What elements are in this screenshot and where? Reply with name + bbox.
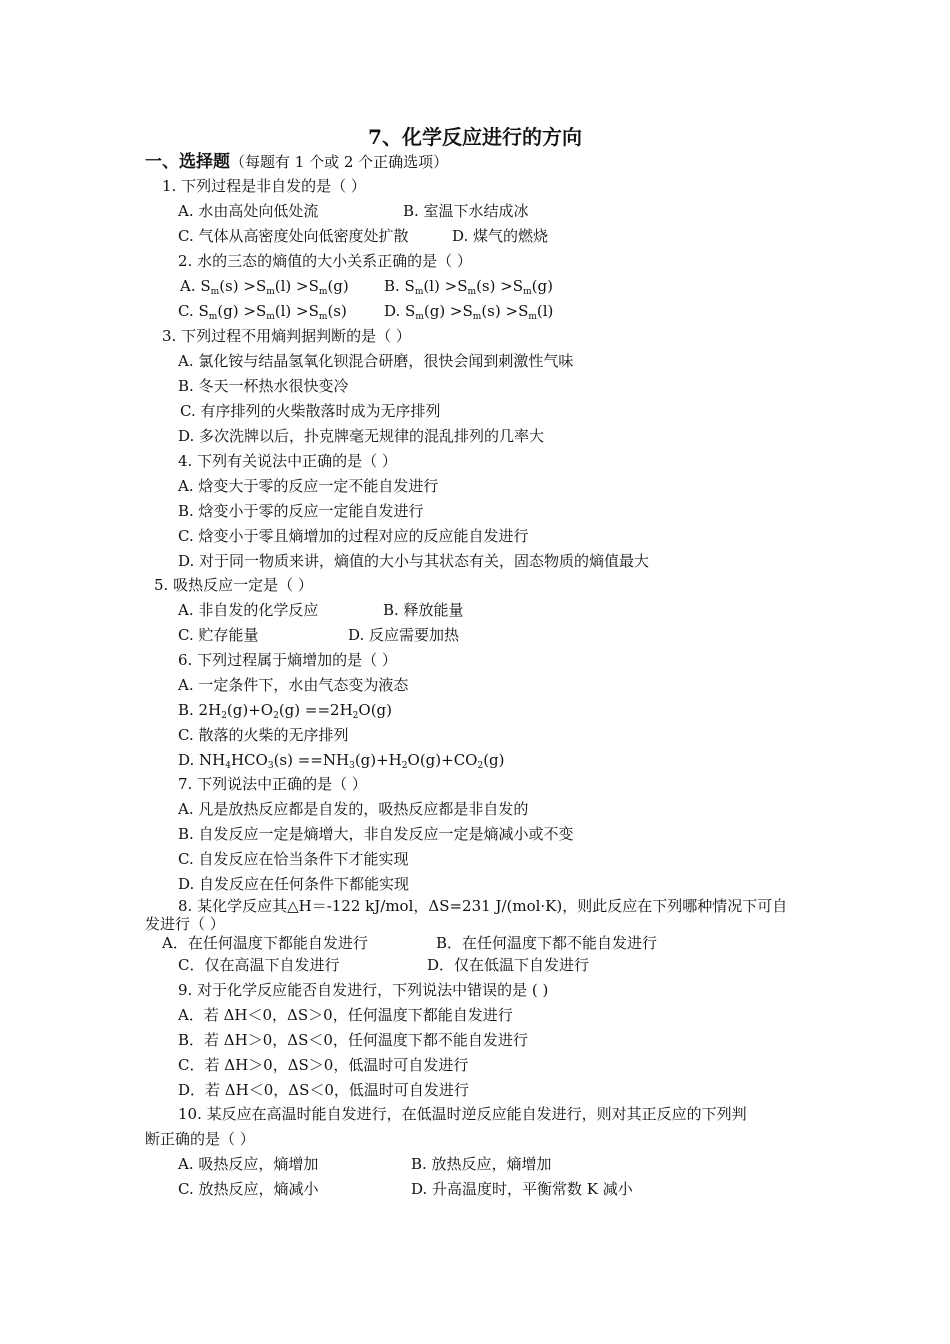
q5-option-c: C. 贮存能量: [178, 626, 259, 644]
q8-option-b: B．在任何温度下都不能自发进行: [436, 934, 658, 952]
q7-option-c: C. 自发反应在恰当条件下才能实现: [178, 850, 409, 868]
page-title: 7、化学反应进行的方向: [368, 125, 582, 149]
q5-stem: 5. 吸热反应一定是（ ）: [154, 576, 313, 594]
q4-option-d: D. 对于同一物质来讲，熵值的大小与其状态有关，固态物质的熵值最大: [178, 552, 650, 570]
q7-option-b: B. 自发反应一定是熵增大，非自发反应一定是熵减小或不变: [178, 825, 574, 843]
q1-stem: 1. 下列过程是非自发的是（ ）: [162, 177, 366, 195]
q6-option-c: C. 散落的火柴的无序排列: [178, 726, 349, 744]
q3-option-c: C. 有序排列的火柴散落时成为无序排列: [180, 402, 441, 420]
q5-option-b: B. 释放能量: [383, 601, 464, 619]
q3-option-b: B. 冬天一杯热水很快变冷: [178, 377, 349, 395]
q7-option-a: A. 凡是放热反应都是自发的，吸热反应都是非自发的: [178, 800, 529, 818]
q1-option-d: D. 煤气的燃烧: [452, 227, 549, 245]
q1-option-c: C. 气体从高密度处向低密度处扩散: [178, 227, 409, 245]
q6-option-a: A. 一定条件下，水由气态变为液态: [178, 676, 409, 694]
q2-option-b: B. $S_m(l) >S_m(s) >S_m(g)$: [384, 277, 553, 297]
q4-option-a: A. 焓变大于零的反应一定不能自发进行: [178, 477, 439, 495]
section-label: 一、选择题: [145, 152, 230, 172]
q4-option-c: C. 焓变小于零且熵增加的过程对应的反应能自发进行: [178, 527, 529, 545]
q10-option-b: B. 放热反应，熵增加: [411, 1155, 552, 1173]
q10-stem-line1: 10. 某反应在高温时能自发进行，在低温时逆反应能自发进行，则对其正反应的下列判: [178, 1105, 747, 1123]
q3-stem: 3. 下列过程不用熵判据判断的是（ ）: [162, 327, 411, 345]
q10-stem-line2: 断正确的是（ ）: [145, 1130, 255, 1148]
q6-stem: 6. 下列过程属于熵增加的是（ ）: [178, 651, 397, 669]
q8-option-c: C．仅在高温下自发进行: [178, 956, 340, 974]
q7-option-d: D. 自发反应在任何条件下都能实现: [178, 875, 410, 893]
q10-option-c: C. 放热反应，熵减小: [178, 1180, 319, 1198]
q9-option-a: A．若 ΔH＜0，ΔS＞0，任何温度下都能自发进行: [178, 1006, 513, 1024]
q9-option-b: B．若 ΔH＞0，ΔS＜0，任何温度下都不能自发进行: [178, 1031, 528, 1049]
q9-stem: 9. 对于化学反应能否自发进行，下列说法中错误的是 ( ): [178, 981, 549, 999]
q9-option-c: C．若 ΔH＞0，ΔS＞0，低温时可自发进行: [178, 1056, 469, 1074]
q2-option-a: A. $S_m(s) >S_m(l) >S_m(g)$: [180, 277, 349, 297]
q2-option-d: D. $S_m(g) >S_m(s) >S_m(l)$: [384, 302, 554, 322]
section-heading: [145, 152, 448, 172]
q1-option-a: A. 水由高处向低处流: [178, 202, 319, 220]
q8-stem-line1: 8. 某化学反应其△H＝-122 kJ/mol，ΔS=231 J/(mol·K)，则此反应在下列哪种情况下可自: [178, 897, 788, 915]
q2-stem: 2. 水的三态的熵值的大小关系正确的是（ ）: [178, 252, 472, 270]
q8-option-d: D．仅在低温下自发进行: [427, 956, 590, 974]
q6-option-d: D. $NH_4HCO_3(s) ==NH_3(g)+H_2O(g)+CO_2(g)$: [178, 751, 505, 771]
q4-stem: 4. 下列有关说法中正确的是（ ）: [178, 452, 397, 470]
q3-option-d: D. 多次洗牌以后，扑克牌毫无规律的混乱排列的几率大: [178, 427, 545, 445]
q4-option-b: B. 焓变小于零的反应一定能自发进行: [178, 502, 424, 520]
q1-option-b: B. 室温下水结成冰: [403, 202, 529, 220]
section-note: （每题有 1 个或 2 个正确选项）: [230, 153, 449, 171]
q10-option-a: A. 吸热反应，熵增加: [178, 1155, 319, 1173]
q9-option-d: D．若 ΔH＜0，ΔS＜0，低温时可自发进行: [178, 1081, 469, 1099]
q5-option-d: D. 反应需要加热: [348, 626, 460, 644]
q3-option-a: A. 氯化铵与结晶氢氧化钡混合研磨，很快会闻到刺激性气味: [178, 352, 574, 370]
q7-stem: 7. 下列说法中正确的是（ ）: [178, 775, 367, 793]
q8-option-a: A．在任何温度下都能自发进行: [162, 934, 368, 952]
q2-option-c: C. $S_m(g) >S_m(l) >S_m(s)$: [178, 302, 347, 322]
q6-option-b: B. $2H_2(g)+O_2(g) ==2H_2O(g)$: [178, 701, 393, 721]
q5-option-a: A. 非自发的化学反应: [178, 601, 319, 619]
q10-option-d: D. 升高温度时，平衡常数 K 减小: [411, 1180, 633, 1198]
q8-stem-line2: 发进行（ ）: [145, 915, 225, 933]
